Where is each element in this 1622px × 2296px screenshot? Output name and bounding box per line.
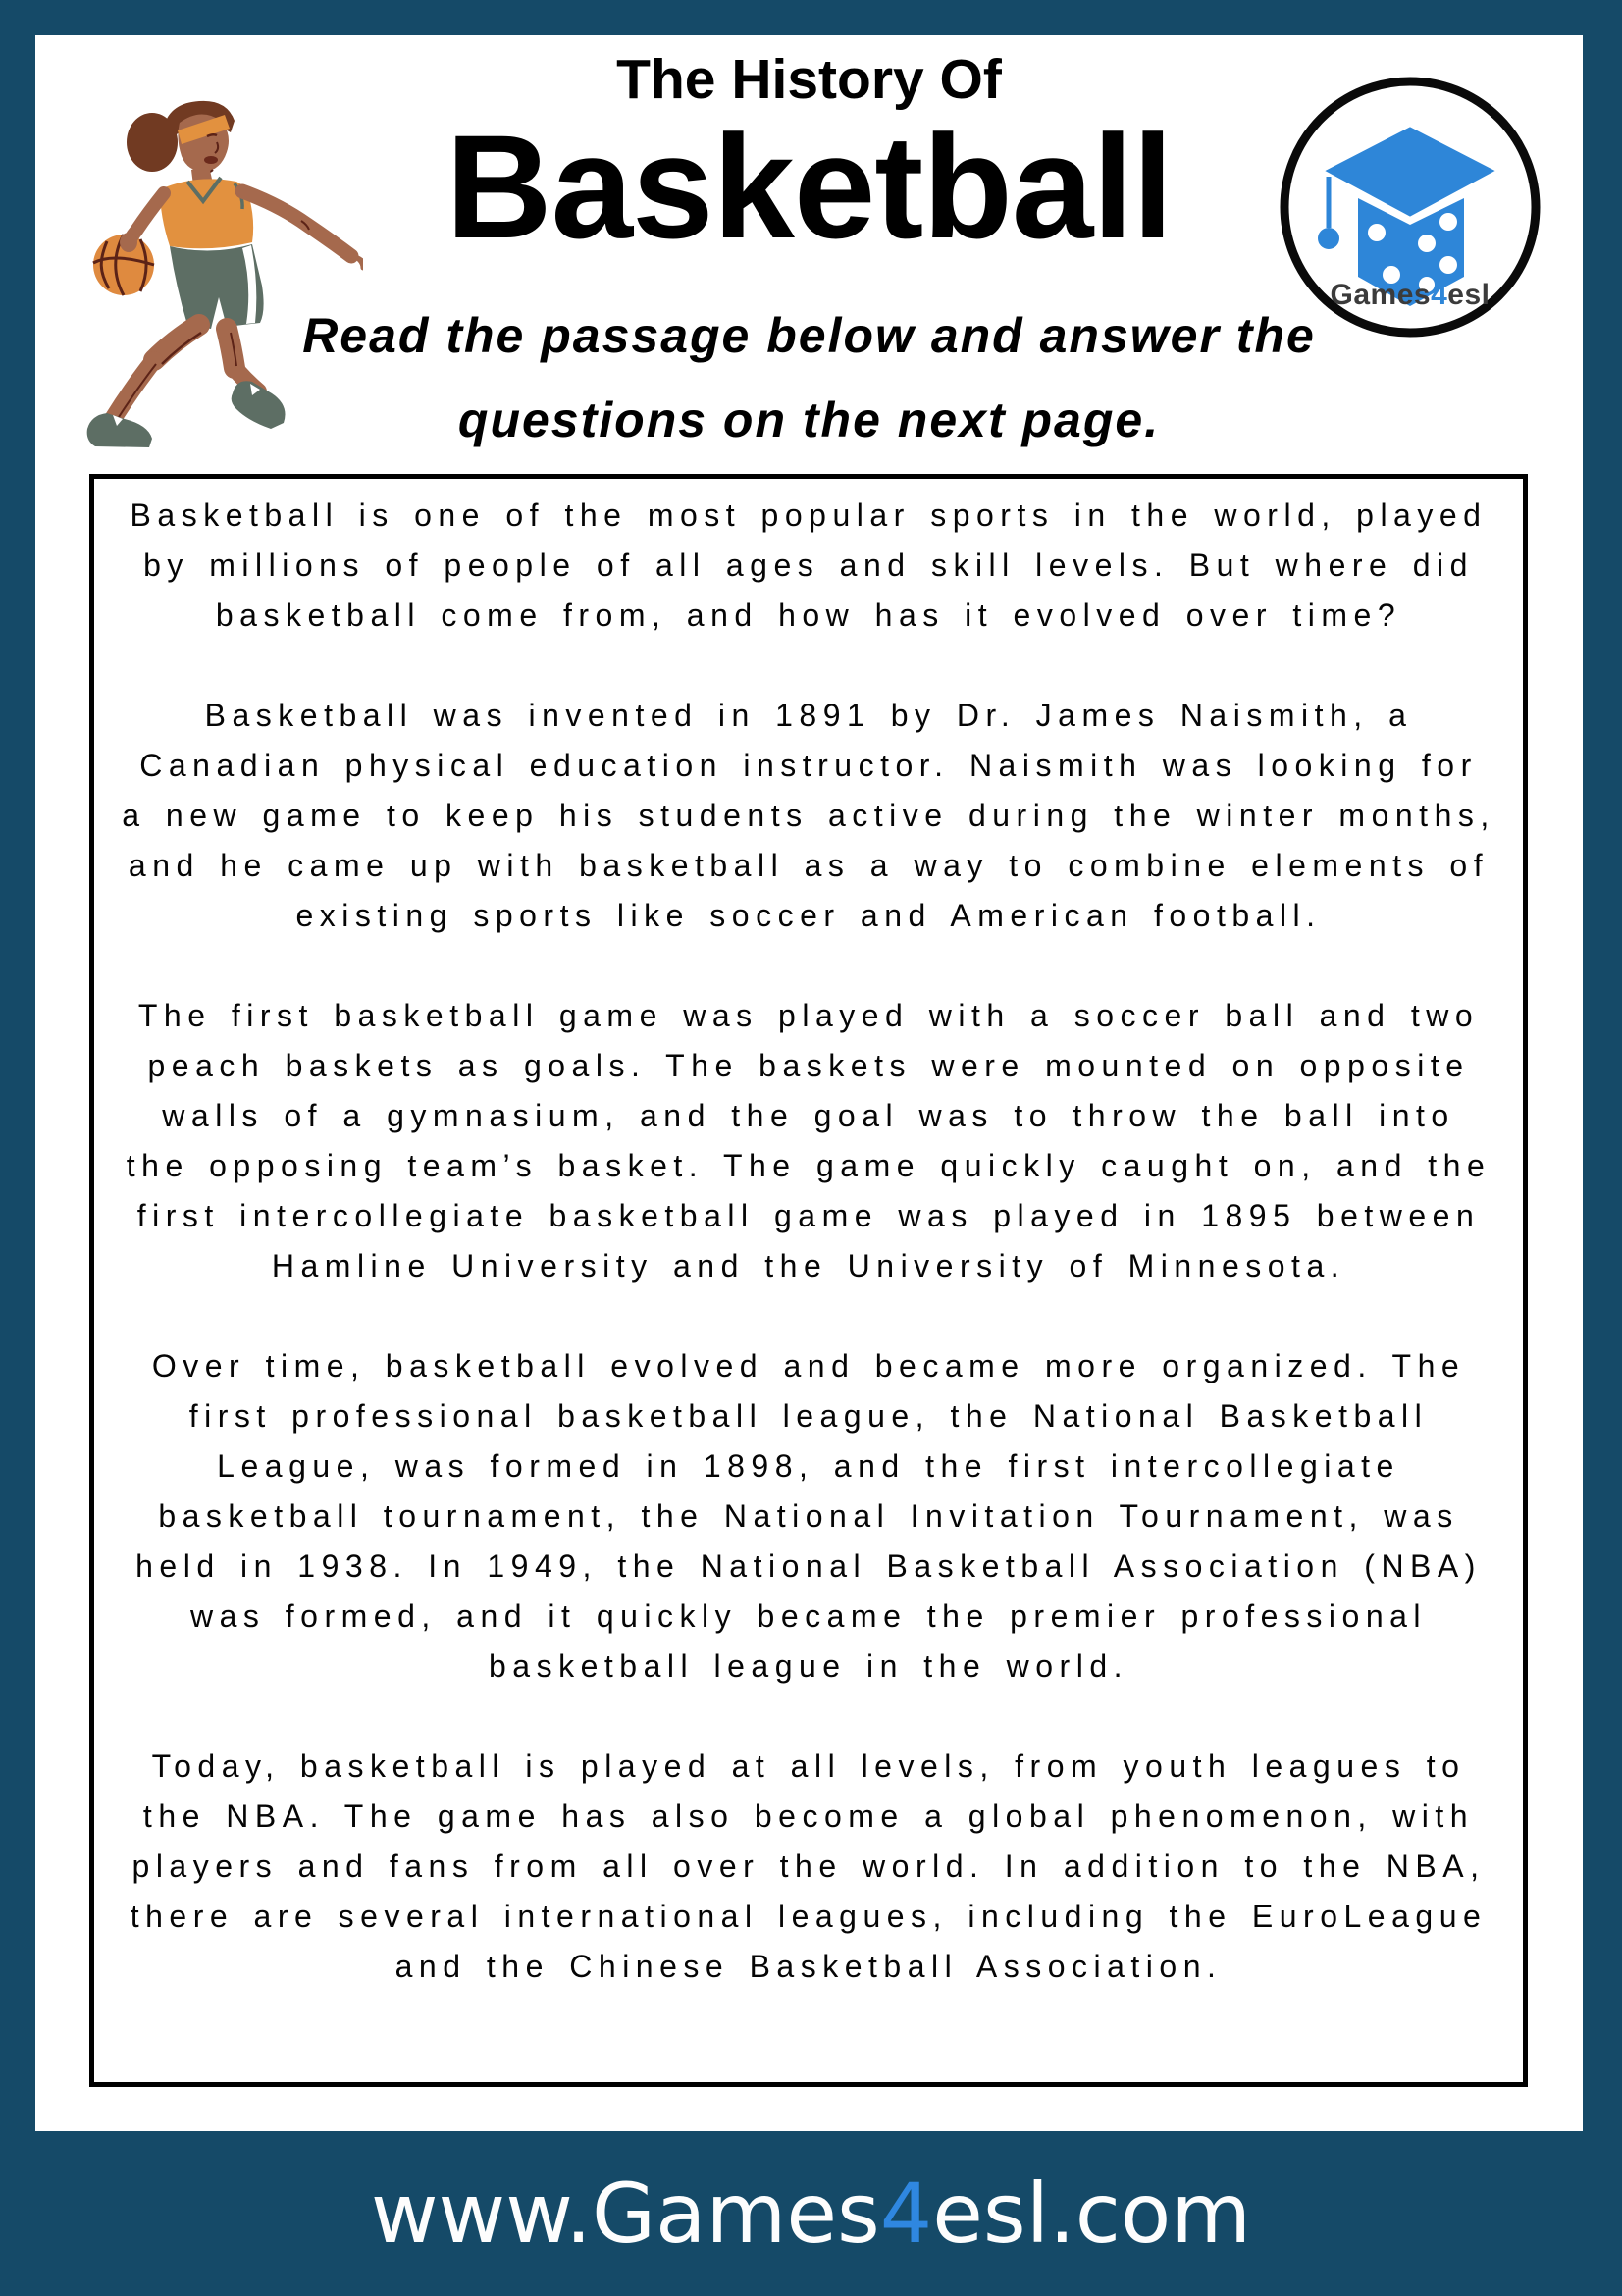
logo-wordmark: [1276, 279, 1544, 312]
passage-paragraph: The first basketball game was played with a soccer ball and two peach baskets as goals. The baskets were mounted on opposite walls of a gymnasium, and the goal was to throw the ball into the opposing team’s basket. The game quickly caught on, and the first intercollegiate basketball game was played in 1895 between Hamline University and the University of Minnesota.: [126, 998, 1491, 1283]
passage-paragraph: Today, basketball is played at all levels, from youth leagues to the NBA. The game has also become a global phenomenon, with players and fans from all over the world. In addition to the NBA, there are several international leagues, including the EuroLeague and the Chinese Basketball Association.: [130, 1748, 1488, 1984]
content-area: [35, 35, 1583, 2131]
passage-paragraph: Basketball was invented in 1891 by Dr. James Naismith, a Canadian physical education instructor. Naismith was looking for a new game to keep his students active during the winter months, and he came up with basketball as a way to combine elements of existing sports like soccer and American football.: [122, 698, 1495, 933]
logo-text-number: 4: [1431, 279, 1448, 311]
instruction-text: Read the passage below and answer the questions on the next page.: [302, 307, 1316, 447]
games4esl-logo: [1276, 73, 1544, 341]
footer-url: [371, 2166, 1251, 2262]
page-title-small: The History Of: [616, 48, 1002, 111]
passage-paragraph: Over time, basketball evolved and became more organized. The first professional basketball league, the National Basketball League, was formed in 1898, and the first intercollegiate basketball tournament, the National Invitation Tournament, was held in 1938. In 1949, the National Basketball Association (NBA) was formed, and it quickly became the premier professional basketball league in the world.: [135, 1348, 1482, 1684]
logo-text-suffix: esl: [1447, 279, 1491, 311]
footer-url-suffix: esl.com: [932, 2166, 1252, 2262]
footer-url-prefix: www.Games: [370, 2166, 880, 2262]
page-title-large: Basketball: [445, 103, 1173, 269]
passage-box: [89, 474, 1528, 2087]
passage-paragraph: Basketball is one of the most popular sports in the world, played by millions of people of all ages and skill levels. But where did basketball come from, and how has it evolved over time?: [130, 497, 1488, 633]
footer: [0, 2131, 1622, 2296]
footer-url-number: 4: [879, 2166, 933, 2262]
logo-text-prefix: Games: [1330, 279, 1432, 311]
